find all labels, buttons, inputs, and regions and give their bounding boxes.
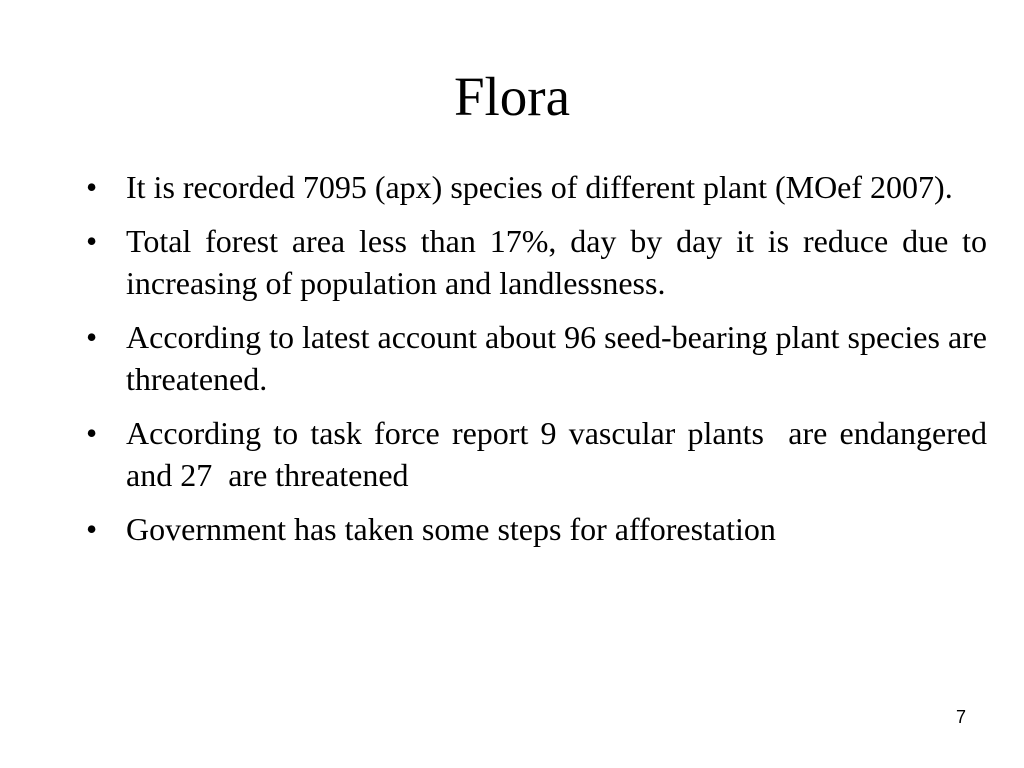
bullet-item [86, 412, 1011, 496]
bullet-text: Total forest area less than 17%, day by day it is reduce due to increasing of population and landlessness. [126, 223, 987, 301]
bullet-text: According to latest account about 96 seed-bearing plant species are threatened. [126, 319, 987, 397]
bullet-item [86, 508, 987, 550]
bullet-text: According to task force report 9 vascular plants are endangered and 27 are threatened [126, 415, 1011, 493]
bullet-item [86, 166, 987, 208]
bullet-text: It is recorded 7095 (apx) species of different plant (MOef 2007). [126, 169, 953, 205]
slide-title: Flora [453, 66, 571, 127]
bullet-icon: • [86, 415, 98, 451]
bullet-icon: • [86, 223, 98, 259]
bullet-text: Government has taken some steps for afforestation [126, 511, 776, 547]
bullet-icon: • [86, 169, 98, 205]
bullet-icon: • [86, 319, 98, 355]
page-number: 7 [955, 707, 966, 727]
bullet-list [86, 166, 1011, 562]
bullet-icon: • [86, 511, 98, 547]
bullet-item [86, 316, 987, 400]
bullet-item [86, 220, 987, 304]
